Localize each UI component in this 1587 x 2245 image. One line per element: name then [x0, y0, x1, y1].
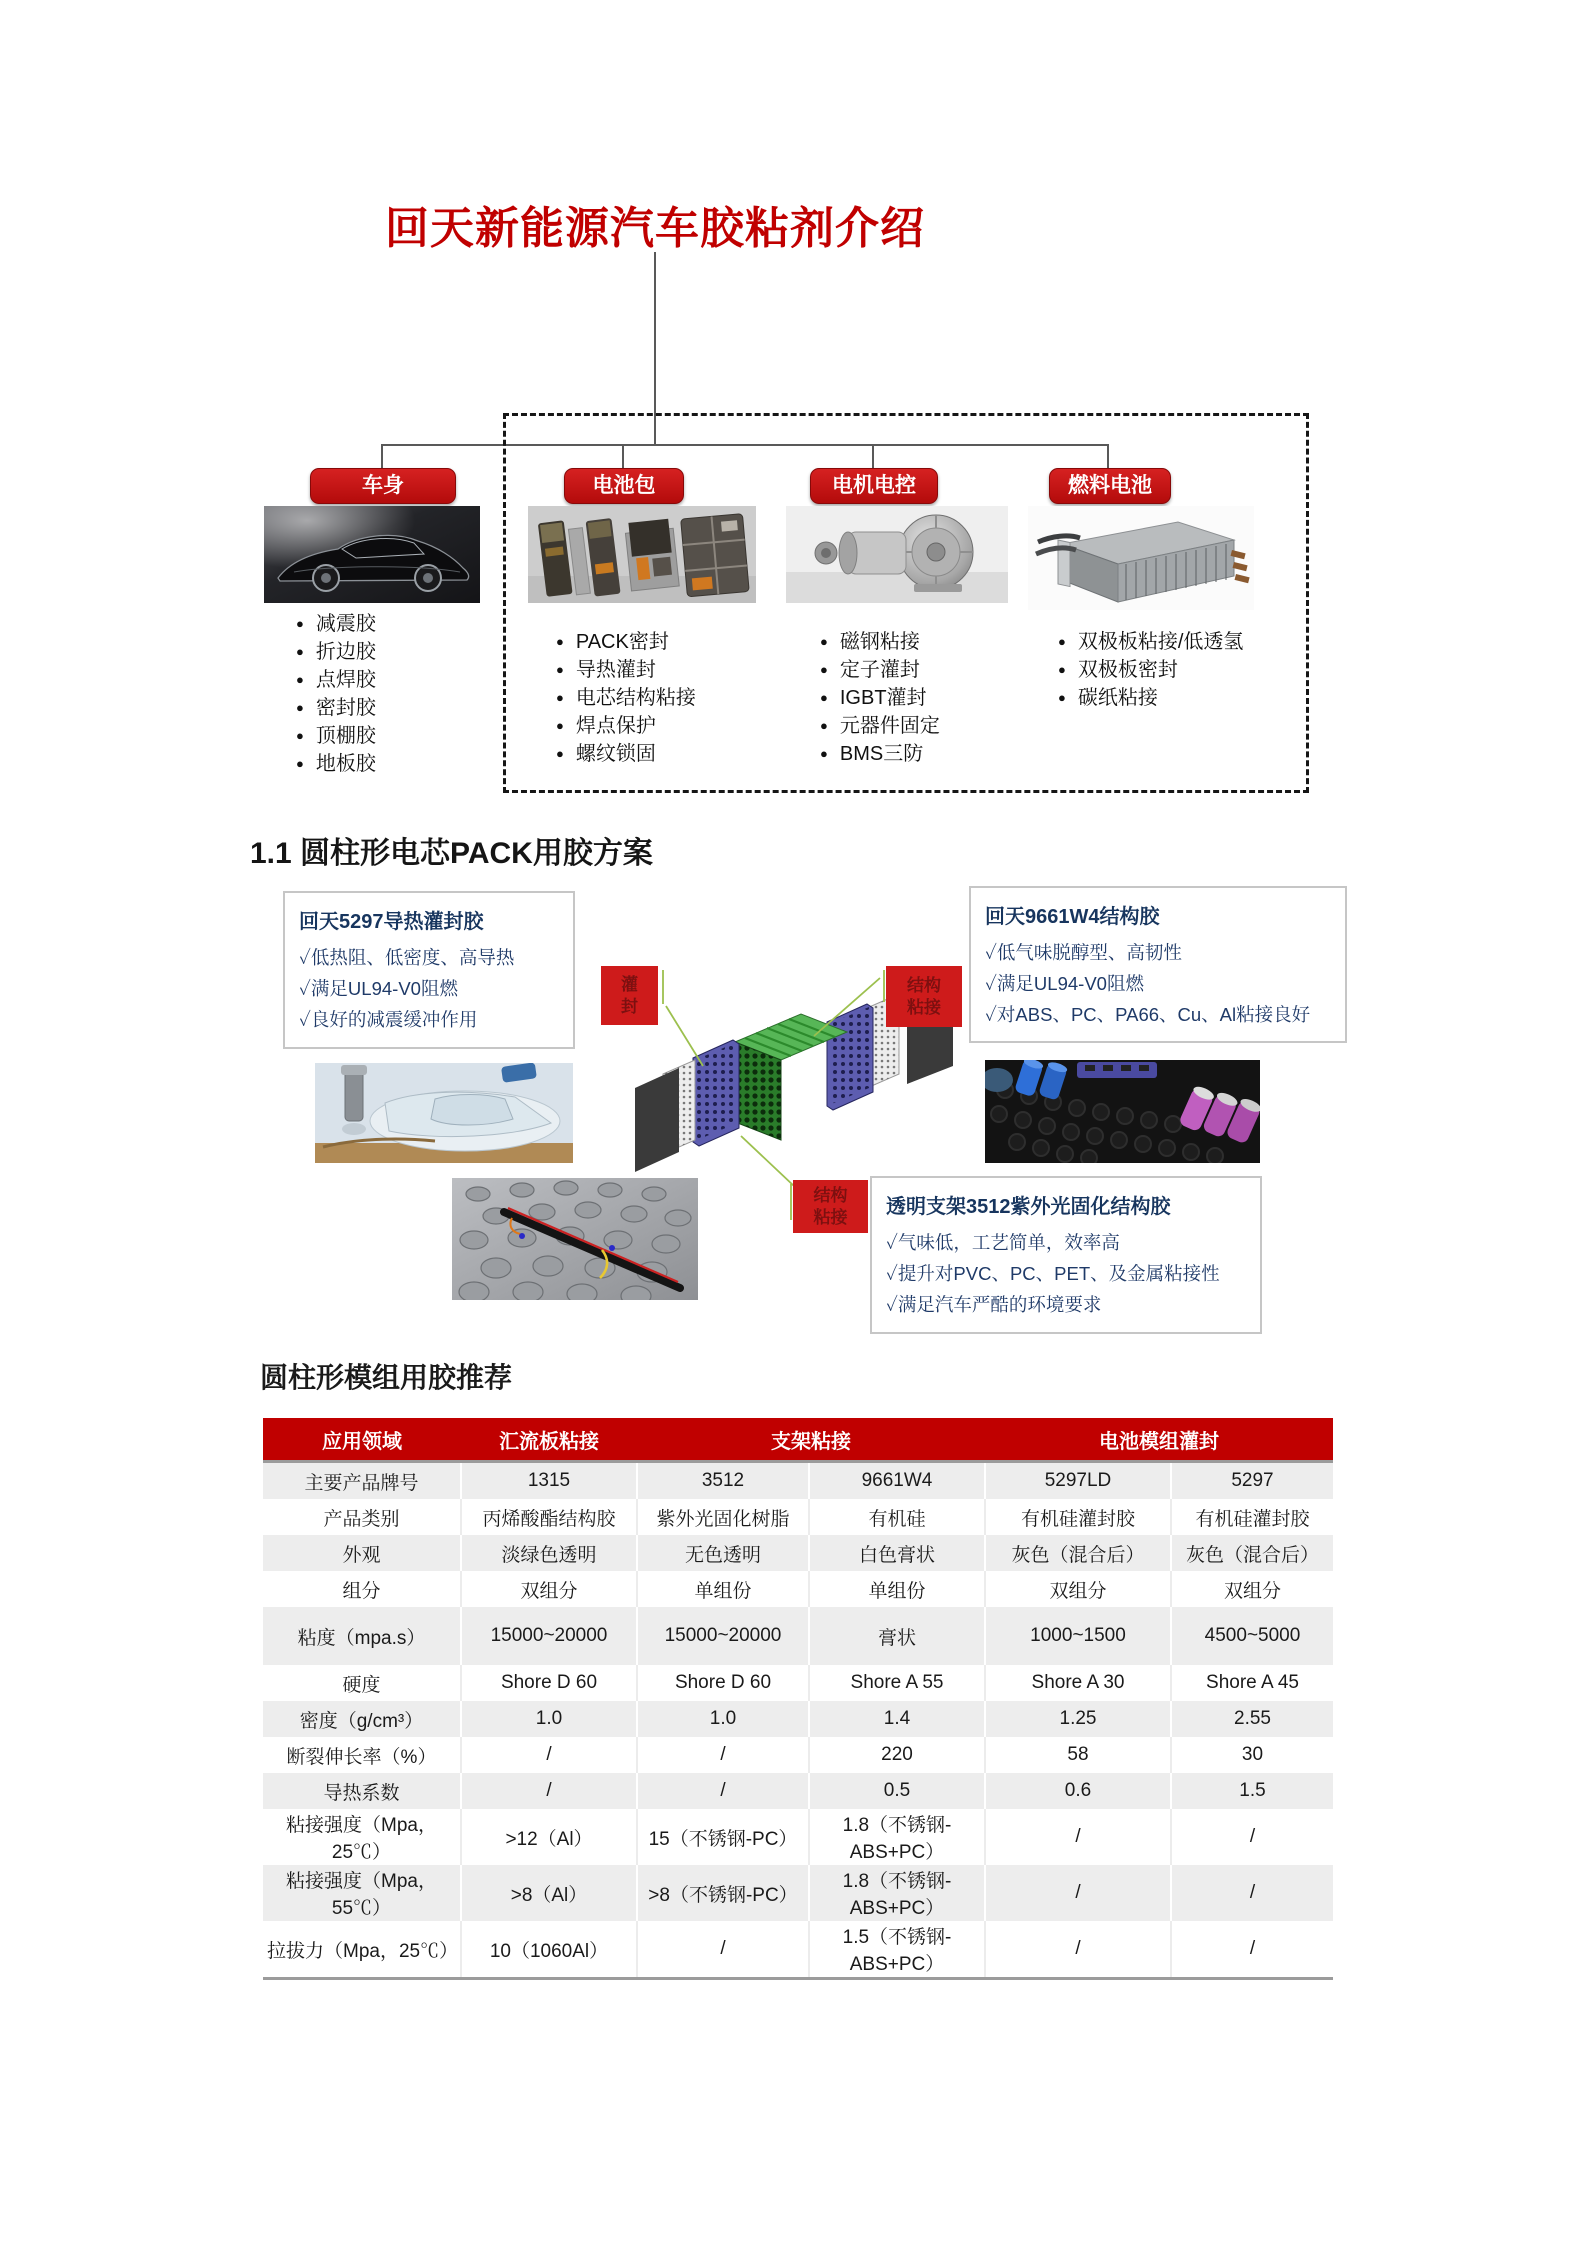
cell: 15000~20000	[461, 1607, 637, 1665]
cell: 15（不锈钢-PC）	[637, 1809, 809, 1865]
header-busbar-bonding: 汇流板粘接	[461, 1418, 637, 1462]
cell: /	[985, 1921, 1171, 1979]
cell: 有机硅	[809, 1499, 985, 1535]
car-photo	[264, 506, 480, 603]
cell: 紫外光固化树脂	[637, 1499, 809, 1535]
bullet-item: ● 密封胶	[296, 694, 376, 722]
table-row	[263, 1607, 1333, 1665]
cell: 有机硅灌封胶	[1171, 1499, 1333, 1535]
tag-line: 结构	[907, 975, 941, 995]
row-label: 断裂伸长率（%）	[286, 1746, 437, 1768]
bullet-item: ● 减震胶	[296, 610, 376, 638]
category-button-fuel-cell: 燃料电池	[1049, 468, 1171, 504]
header-bracket-bonding: 支架粘接	[637, 1418, 985, 1462]
row-label: 硬度	[342, 1674, 381, 1696]
callout-point: ✓低热阻、低密度、高导热	[299, 947, 515, 968]
cell: /	[637, 1921, 809, 1979]
cell: >12（Al）	[461, 1809, 637, 1865]
table-row	[263, 1737, 1333, 1773]
table-row	[263, 1773, 1333, 1809]
cell: 30	[1171, 1737, 1333, 1773]
cell: 1000~1500	[985, 1607, 1171, 1665]
cell: 4500~5000	[1171, 1607, 1333, 1665]
row-label: 粘接强度（Mpa，55℃）	[286, 1871, 437, 1919]
cell: 双组分	[985, 1571, 1171, 1607]
tree-stub-body	[381, 444, 383, 468]
header-module-potting: 电池模组灌封	[985, 1418, 1333, 1462]
category-button-motor-control: 电机电控	[810, 468, 938, 504]
tag-potting	[601, 966, 658, 1025]
tag-line: 结构	[813, 1185, 848, 1205]
potting-process-photo	[315, 1063, 573, 1163]
battery-pack-photo	[528, 506, 756, 603]
table-row	[263, 1499, 1333, 1535]
bullet-item: ● 螺纹锁固	[556, 740, 696, 768]
cell: 单组份	[809, 1571, 985, 1607]
cell: 1.5	[1171, 1773, 1333, 1809]
bullet-item: ● 点焊胶	[296, 666, 376, 694]
tag-line: 粘接	[813, 1207, 848, 1227]
motor-photo	[786, 506, 1008, 603]
cell: >8（不锈钢-PC）	[637, 1865, 809, 1921]
cell: >8（Al）	[461, 1865, 637, 1921]
tag-line: 粘接	[907, 997, 941, 1017]
cell: Shore A 45	[1171, 1665, 1333, 1701]
callout-point: ✓满足UL94-V0阻燃	[985, 973, 1144, 994]
table-title: 圆柱形模组用胶推荐	[260, 1362, 513, 1393]
table-row	[263, 1462, 1333, 1500]
row-label: 外观	[342, 1544, 381, 1566]
cell: /	[637, 1737, 809, 1773]
cell: 单组份	[637, 1571, 809, 1607]
cell: /	[637, 1773, 809, 1809]
callout-point: ✓低气味脱醇型、高韧性	[985, 942, 1182, 963]
category-button-battery-pack: 电池包	[564, 468, 684, 504]
bullet-item: ● 焊点保护	[556, 712, 696, 740]
cell: 10（1060Al）	[461, 1921, 637, 1979]
bullet-item: ● PACK密封	[556, 628, 696, 656]
cell: /	[985, 1865, 1171, 1921]
cell: 双组分	[1171, 1571, 1333, 1607]
cell: /	[1171, 1809, 1333, 1865]
cell: 1315	[461, 1462, 637, 1500]
bullet-item: ● 元器件固定	[820, 712, 940, 740]
cell: /	[1171, 1921, 1333, 1979]
cell: 有机硅灌封胶	[985, 1499, 1171, 1535]
cell: Shore A 30	[985, 1665, 1171, 1701]
tag-line: 封	[621, 996, 638, 1016]
cell: 0.5	[809, 1773, 985, 1809]
cell: Shore D 60	[461, 1665, 637, 1701]
category-button-body: 车身	[310, 468, 456, 504]
cell: 1.0	[637, 1701, 809, 1737]
cell: 白色膏状	[809, 1535, 985, 1571]
cell: 9661W4	[809, 1462, 985, 1500]
header-application: 应用领域	[263, 1418, 461, 1462]
callout-title: 透明支架3512紫外光固化结构胶	[886, 1196, 1171, 1218]
callout-title: 回天9661W4结构胶	[985, 906, 1160, 928]
bullet-item: ● IGBT灌封	[820, 684, 940, 712]
cell: /	[1171, 1865, 1333, 1921]
cell: 无色透明	[637, 1535, 809, 1571]
cell: 1.8（不锈钢-ABS+PC）	[809, 1865, 985, 1921]
body-bullet-list	[296, 610, 376, 778]
cell: 3512	[637, 1462, 809, 1500]
cell: 灰色（混合后）	[1171, 1535, 1333, 1571]
cell: 5297	[1171, 1462, 1333, 1500]
bullet-item: ● 定子灌封	[820, 656, 940, 684]
row-label: 粘度（mpa.s）	[297, 1627, 426, 1649]
section-heading: 1.1 圆柱形电芯PACK用胶方案	[250, 837, 653, 870]
cell: Shore D 60	[637, 1665, 809, 1701]
cell: /	[461, 1773, 637, 1809]
bullet-item: ● 碳纸粘接	[1058, 684, 1243, 712]
row-label: 拉拔力（Mpa，25℃）	[263, 1921, 461, 1979]
callout-point: ✓满足汽车严酷的环境要求	[886, 1294, 1102, 1315]
cell: 灰色（混合后）	[985, 1535, 1171, 1571]
cell: 1.25	[985, 1701, 1171, 1737]
cell: 1.0	[461, 1701, 637, 1737]
tag-structural-bonding-right	[886, 966, 962, 1027]
cell: 220	[809, 1737, 985, 1773]
table-row	[263, 1571, 1333, 1607]
callout-3512	[870, 1176, 1262, 1334]
table-row	[263, 1665, 1333, 1701]
bullet-item: ● 双极板密封	[1058, 656, 1243, 684]
battery-pack-bullet-list	[556, 628, 696, 768]
row-label: 主要产品牌号	[304, 1472, 419, 1494]
callout-point: ✓满足UL94-V0阻燃	[299, 978, 458, 999]
table-row	[263, 1535, 1333, 1571]
cell: 58	[985, 1737, 1171, 1773]
bullet-item: ● 双极板粘接/低透氢	[1058, 628, 1243, 656]
cell: 1.8（不锈钢-ABS+PC）	[809, 1809, 985, 1865]
cell: 膏状	[809, 1607, 985, 1665]
row-label: 粘接强度（Mpa，25℃）	[286, 1815, 437, 1863]
cell: 淡绿色透明	[461, 1535, 637, 1571]
cell: 丙烯酸酯结构胶	[461, 1499, 637, 1535]
bullet-item: ● 导热灌封	[556, 656, 696, 684]
adhesive-dots-pallet-photo	[452, 1178, 698, 1300]
row-label: 导热系数	[323, 1782, 400, 1804]
callout-title: 回天5297导热灌封胶	[299, 911, 484, 933]
bullet-item: ● 电芯结构粘接	[556, 684, 696, 712]
callout-5297	[283, 891, 575, 1049]
cell: 0.6	[985, 1773, 1171, 1809]
table-row	[263, 1809, 1333, 1865]
cell: 2.55	[1171, 1701, 1333, 1737]
callout-point: ✓气味低，工艺简单，效率高	[886, 1232, 1120, 1253]
cell: 双组分	[461, 1571, 637, 1607]
row-label: 密度（g/cm³）	[299, 1710, 424, 1732]
tag-line: 灌	[621, 974, 638, 994]
bullet-item: ● 顶棚胶	[296, 722, 376, 750]
bullet-item: ● 折边胶	[296, 638, 376, 666]
spec-table	[263, 1418, 1333, 1980]
cell: 1.5（不锈钢-ABS+PC）	[809, 1921, 985, 1979]
callout-point: ✓良好的减震缓冲作用	[299, 1009, 478, 1030]
cell: 1.4	[809, 1701, 985, 1737]
cylindrical-cells-photo	[985, 1060, 1260, 1163]
bullet-item: ● 地板胶	[296, 750, 376, 778]
fuel-cell-bullet-list	[1058, 628, 1243, 712]
callout-point: ✓对ABS、PC、PA66、Cu、Al粘接良好	[985, 1004, 1311, 1025]
callout-9661w4	[969, 886, 1347, 1043]
cell: 15000~20000	[637, 1607, 809, 1665]
cell: Shore A 55	[809, 1665, 985, 1701]
page-title: 回天新能源汽车胶粘剂介绍	[385, 204, 925, 253]
table-header-row	[263, 1418, 1333, 1462]
cell: /	[985, 1809, 1171, 1865]
fuel-cell-photo	[1028, 506, 1254, 610]
cell: 5297LD	[985, 1462, 1171, 1500]
table-row	[263, 1921, 1333, 1979]
tag-structural-bonding-bottom	[793, 1180, 868, 1233]
callout-point: ✓提升对PVC、PC、PET、及金属粘接性	[886, 1263, 1220, 1284]
row-label: 组分	[342, 1580, 381, 1602]
bullet-item: ● 磁钢粘接	[820, 628, 940, 656]
cell: /	[461, 1737, 637, 1773]
row-label: 产品类别	[323, 1508, 400, 1530]
table-row	[263, 1865, 1333, 1921]
motor-bullet-list	[820, 628, 940, 768]
table-row	[263, 1701, 1333, 1737]
bullet-item: ● BMS三防	[820, 740, 940, 768]
